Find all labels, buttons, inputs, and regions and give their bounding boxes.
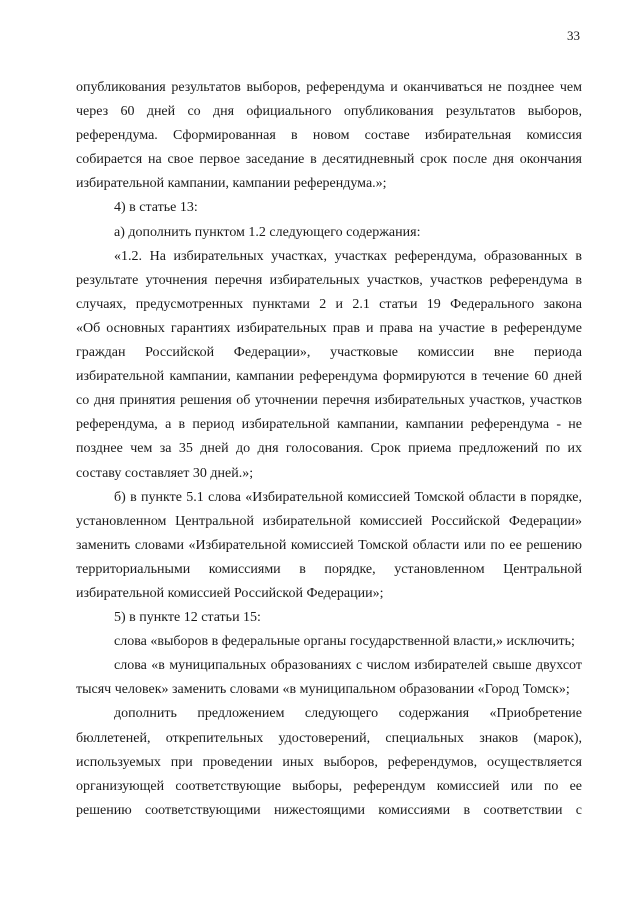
text-line: собирается на свое первое заседание в десятидневный срок после дня окончания — [76, 152, 582, 168]
text-line: избирательной кампании, кампании референдума.»; — [76, 176, 387, 192]
text-line: используемых при проведении иных выборов, референдумов, осуществляется — [76, 754, 582, 770]
text-line: заменить словами «Избирательной комиссией Томской области или по ее решению — [76, 537, 582, 553]
text-line: а) дополнить пунктом 1.2 следующего содержания: — [114, 224, 421, 240]
text-line: б) в пункте 5.1 слова «Избирательной комиссией Томской области в порядке, — [114, 489, 582, 505]
text-line: 4) в статье 13: — [114, 200, 198, 216]
text-line: бюллетеней, открепительных удостоверений, специальных знаков (марок), — [76, 730, 582, 746]
text-line: референдума. Сформированная в новом составе избирательная комиссия — [76, 128, 582, 144]
text-line: «1.2. На избирательных участках, участках референдума, образованных в — [114, 248, 582, 264]
text-line: избирательной кампании, кампании референдума формируются в течение 60 дней — [76, 369, 582, 385]
text-line: референдума, а в период избирательной кампании, кампании референдума - не — [76, 417, 582, 433]
text-line: территориальными комиссиями в порядке, установленном Центральной — [76, 561, 582, 577]
text-line: дополнить предложением следующего содержания «Приобретение — [114, 706, 582, 722]
text-line: организующей соответствующие выборы, референдум комиссией или по ее — [76, 778, 582, 794]
text-line: опубликования результатов выборов, референдума и оканчиваться не позднее чем — [76, 80, 582, 95]
text-line: установленном Центральной избирательной комиссией Российской Федерации» — [76, 513, 582, 529]
document-body — [76, 76, 582, 823]
text-line: позднее чем за 35 дней до дня голосования. Срок приема предложений по их — [76, 441, 582, 457]
text-line: «Об основных гарантиях избирательных прав и права на участие в референдуме — [76, 320, 582, 336]
text-line: слова «в муниципальных образованиях с числом избирателей свыше двухсот — [114, 658, 582, 674]
page-number: 33 — [567, 28, 580, 43]
text-line: 5) в пункте 12 статьи 15: — [114, 610, 261, 626]
text-line: слова «выборов в федеральные органы государственной власти,» исключить; — [114, 634, 575, 650]
text-line: граждан Российской Федерации», участковые комиссии вне периода — [76, 345, 582, 361]
text-line: результате уточнения перечня избирательных участков, участков референдума в — [76, 272, 582, 288]
text-line: избирательной комиссией Российской Федерации»; — [76, 585, 384, 601]
text-line: случаях, предусмотренных пунктами 2 и 2.1 статьи 19 Федерального закона — [76, 296, 582, 312]
text-line: решению соответствующими нижестоящими комиссиями в соответствии с — [76, 802, 582, 818]
text-line: составу составляет 30 дней.»; — [76, 465, 254, 481]
text-line: со дня принятия решения об уточнении перечня избирательных участков, участков — [76, 393, 582, 409]
text-line: через 60 дней со дня официального опубликования результатов выборов, — [76, 104, 582, 120]
text-line: тысяч человек» заменить словами «в муниципальном образовании «Город Томск»; — [76, 682, 570, 698]
